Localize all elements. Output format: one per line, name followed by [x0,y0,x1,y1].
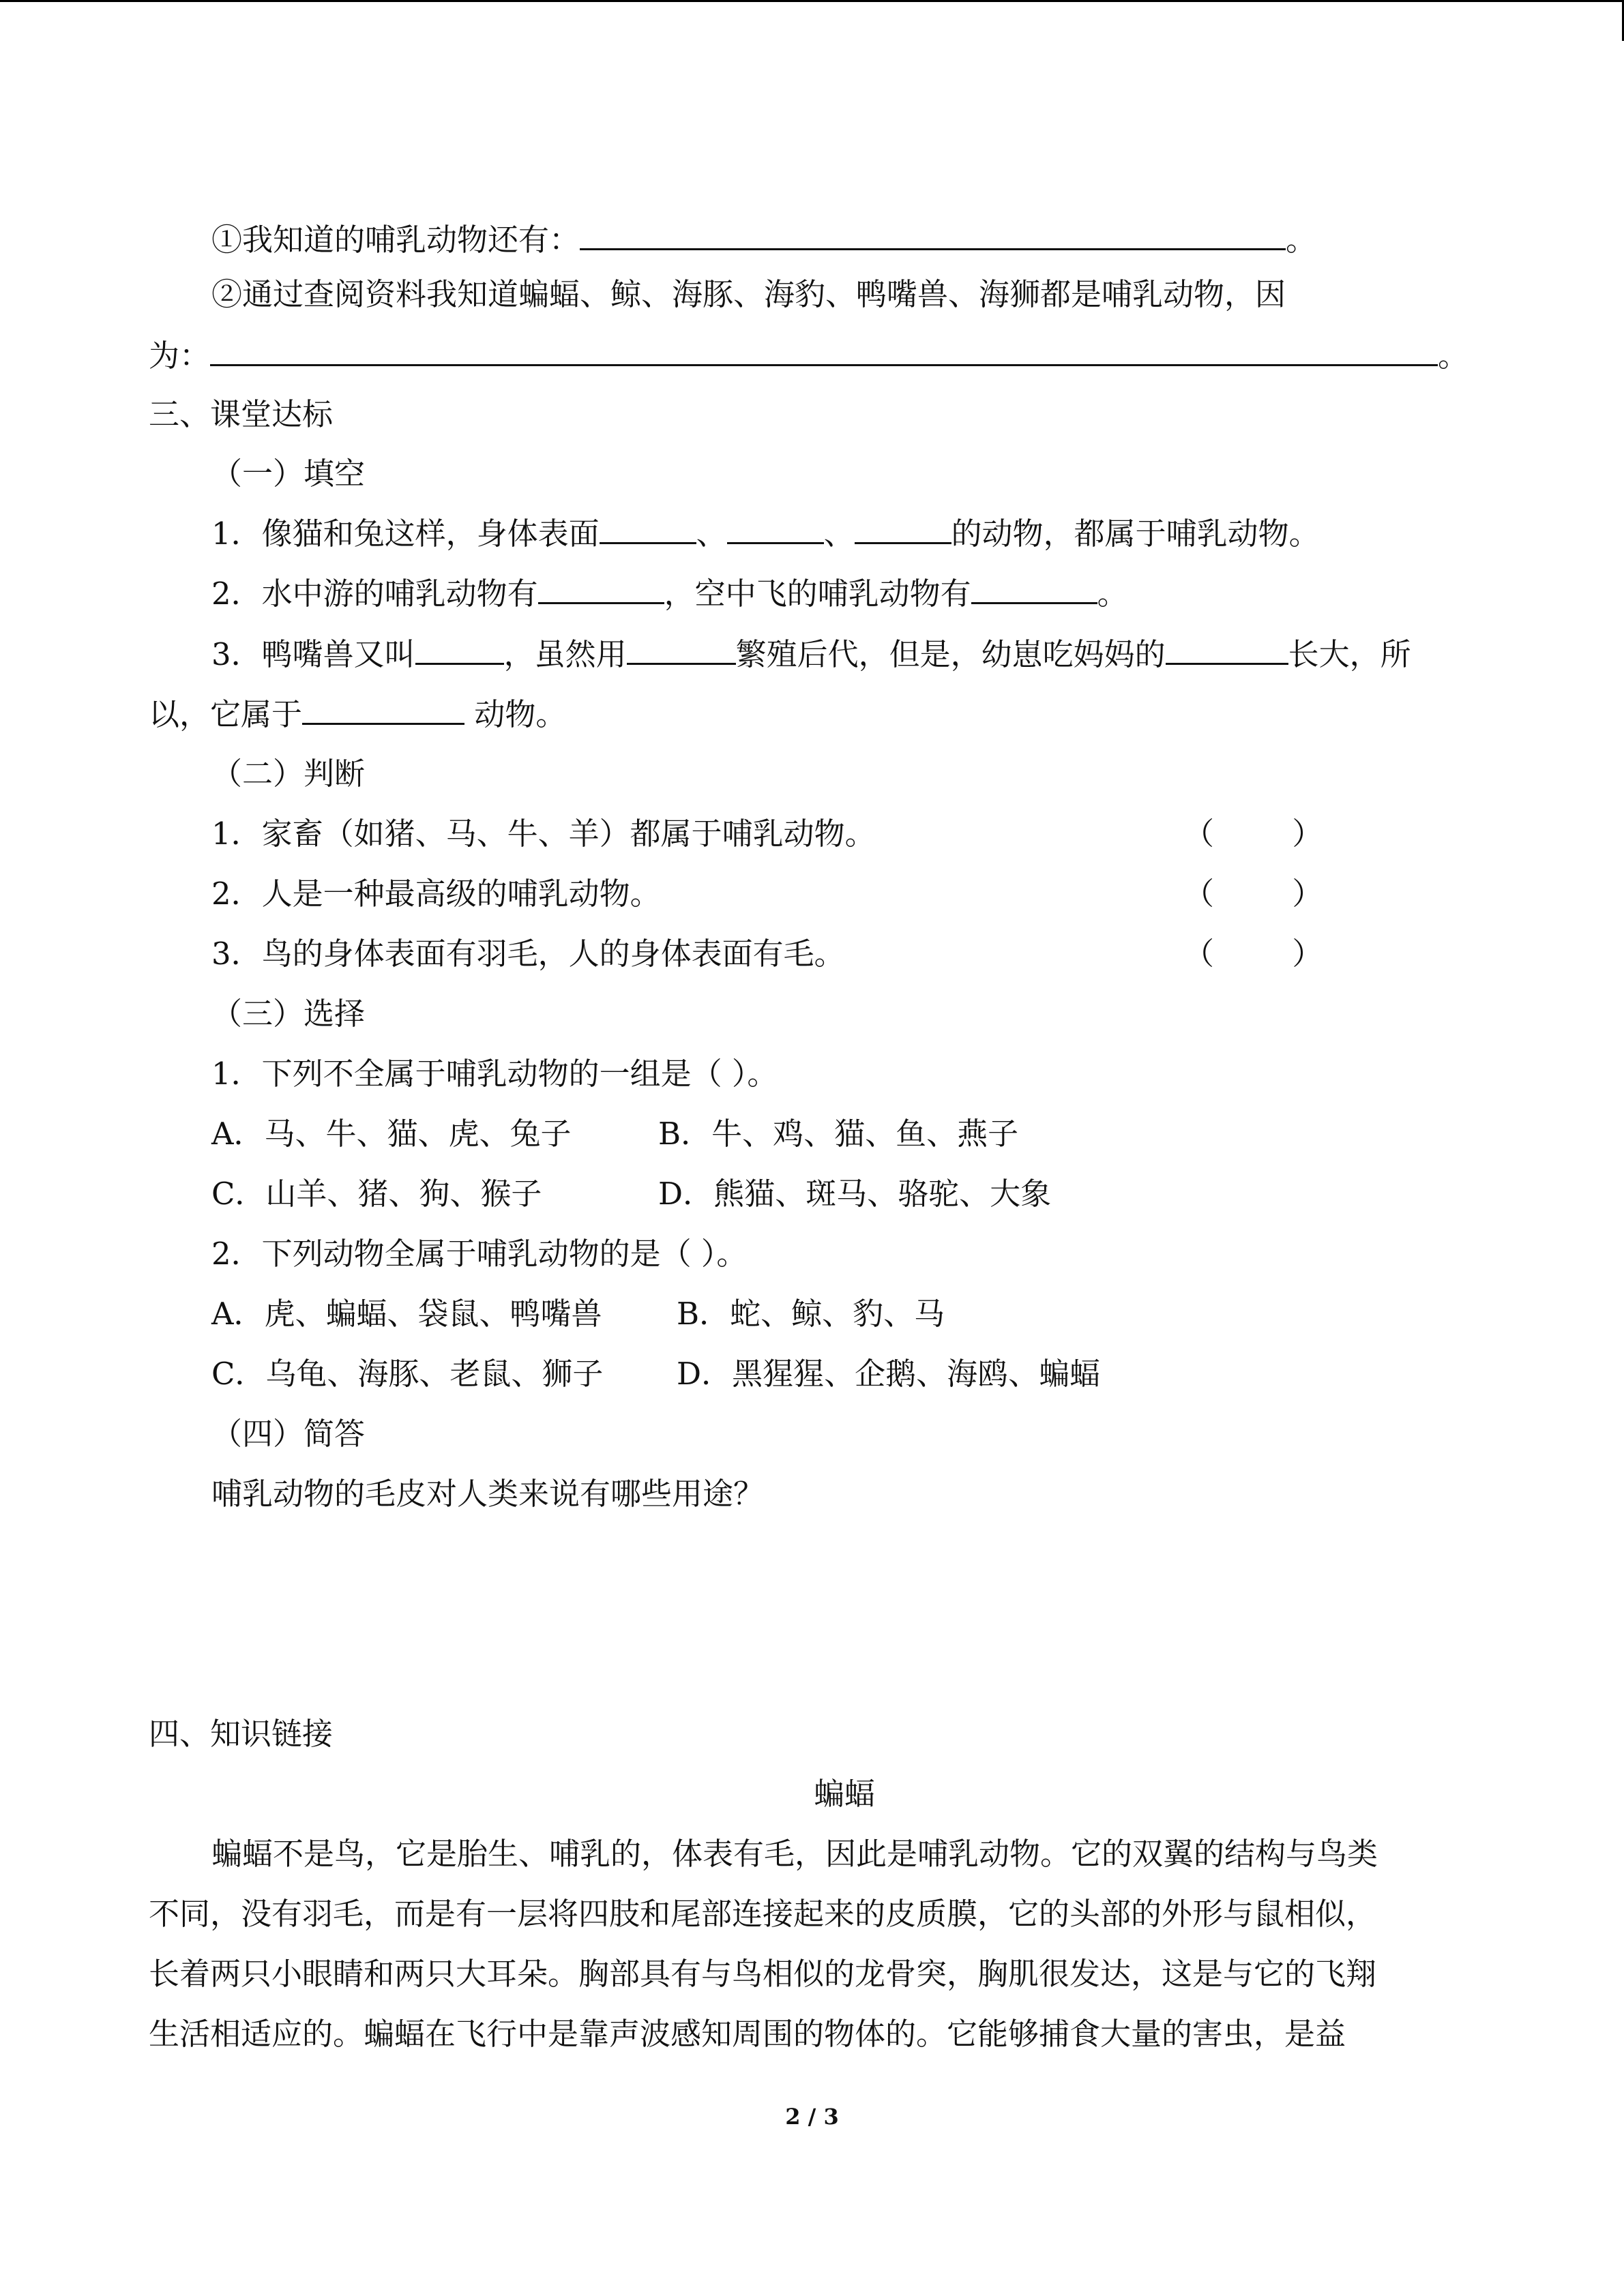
fill-q3-line2: 以，它属于 动物。 [149,694,566,735]
fill-q3-line1: 3．鸭嘴兽又叫 ，虽然用 繁殖后代，但是，幼崽吃妈妈的 长大，所 [211,634,1411,675]
article-line-3: 长着两只小眼睛和两只大耳朵。胸部具有与鸟相似的龙骨突，胸肌很发达，这是与它的飞翔 [149,1956,1377,1992]
answer-blank[interactable] [415,634,504,665]
part2-q2-line2: 为： 。 [149,336,1468,376]
top-border-rule [0,0,1624,2]
article-title: 蝙蝠 [814,1776,876,1812]
section-3-heading: 三、课堂达标 [149,396,334,432]
judge-answer-1[interactable]: （ ） [1183,816,1323,852]
article-line-1: 蝙蝠不是鸟，它是胎生、哺乳的，体表有毛，因此是哺乳动物。它的双翼的结构与鸟类 [211,1836,1378,1872]
answer-blank[interactable] [210,336,1438,366]
answer-blank[interactable] [1166,634,1288,665]
answer-blank[interactable] [855,513,951,544]
choice-q2-option-c[interactable]: C．乌龟、海豚、老鼠、狮子 [211,1356,604,1392]
choice-q1: 1．下列不全属于哺乳动物的一组是（ ）。 [211,1056,778,1092]
answer-blank[interactable] [600,513,696,544]
article-line-4: 生活相适应的。蝙蝠在飞行中是靠声波感知周围的物体的。它能够捕食大量的害虫，是益 [149,2016,1346,2052]
choice-q1-option-b[interactable]: B．牛、鸡、猫、鱼、燕子 [658,1116,1019,1152]
article-line-2: 不同，没有羽毛，而是有一层将四肢和尾部连接起来的皮质膜，它的头部的外形与鼠相似， [149,1896,1377,1932]
answer-blank[interactable] [538,573,664,604]
choice-q2-option-d[interactable]: D．黑猩猩、企鹅、海鸥、蝙蝠 [677,1356,1101,1392]
answer-blank[interactable] [727,513,824,544]
judge-item-3: 3．鸟的身体表面有羽毛，人的身体表面有毛。 [211,936,845,972]
choice-q2: 2．下列动物全属于哺乳动物的是（ ）。 [211,1236,748,1272]
answer-blank[interactable] [580,220,1286,250]
fill-q1: 1．像猫和兔这样，身体表面 、 、 的动物，都属于哺乳动物。 [211,513,1320,554]
answer-blank[interactable] [971,573,1097,604]
judge-item-1: 1．家畜（如猪、马、牛、羊）都属于哺乳动物。 [211,816,876,852]
choice-q1-option-c[interactable]: C．山羊、猪、狗、猴子 [211,1176,542,1212]
part2-q1: ①我知道的哺乳动物还有： 。 [211,220,1316,260]
fill-q2: 2．水中游的哺乳动物有 ，空中飞的哺乳动物有 。 [211,573,1128,614]
choice-heading: （三）选择 [211,996,366,1032]
answer-blank[interactable] [627,634,736,665]
short-answer-heading: （四）简答 [211,1416,366,1452]
choice-q2-option-a[interactable]: A．虎、蝙蝠、袋鼠、鸭嘴兽 [211,1296,602,1332]
judge-heading: （二）判断 [211,756,366,792]
answer-blank[interactable] [302,694,464,725]
section-4-heading: 四、知识链接 [149,1716,334,1752]
choice-q1-option-d[interactable]: D．熊猫、斑马、骆驼、大象 [658,1176,1052,1212]
choice-q1-option-a[interactable]: A．马、牛、猫、虎、兔子 [211,1116,572,1152]
page-number: 2 / 3 [785,2104,839,2130]
judge-answer-3[interactable]: （ ） [1183,936,1323,972]
judge-answer-2[interactable]: （ ） [1183,876,1323,912]
part2-q2-line1: ②通过查阅资料我知道蝙蝠、鲸、海豚、海豹、鸭嘴兽、海狮都是哺乳动物，因 [211,276,1286,312]
choice-q2-option-b[interactable]: B．蛇、鲸、豹、马 [677,1296,945,1332]
fill-heading: （一）填空 [211,456,366,492]
judge-item-2: 2．人是一种最高级的哺乳动物。 [211,876,661,912]
short-answer-question: 哺乳动物的毛皮对人类来说有哪些用途？ [211,1476,765,1512]
